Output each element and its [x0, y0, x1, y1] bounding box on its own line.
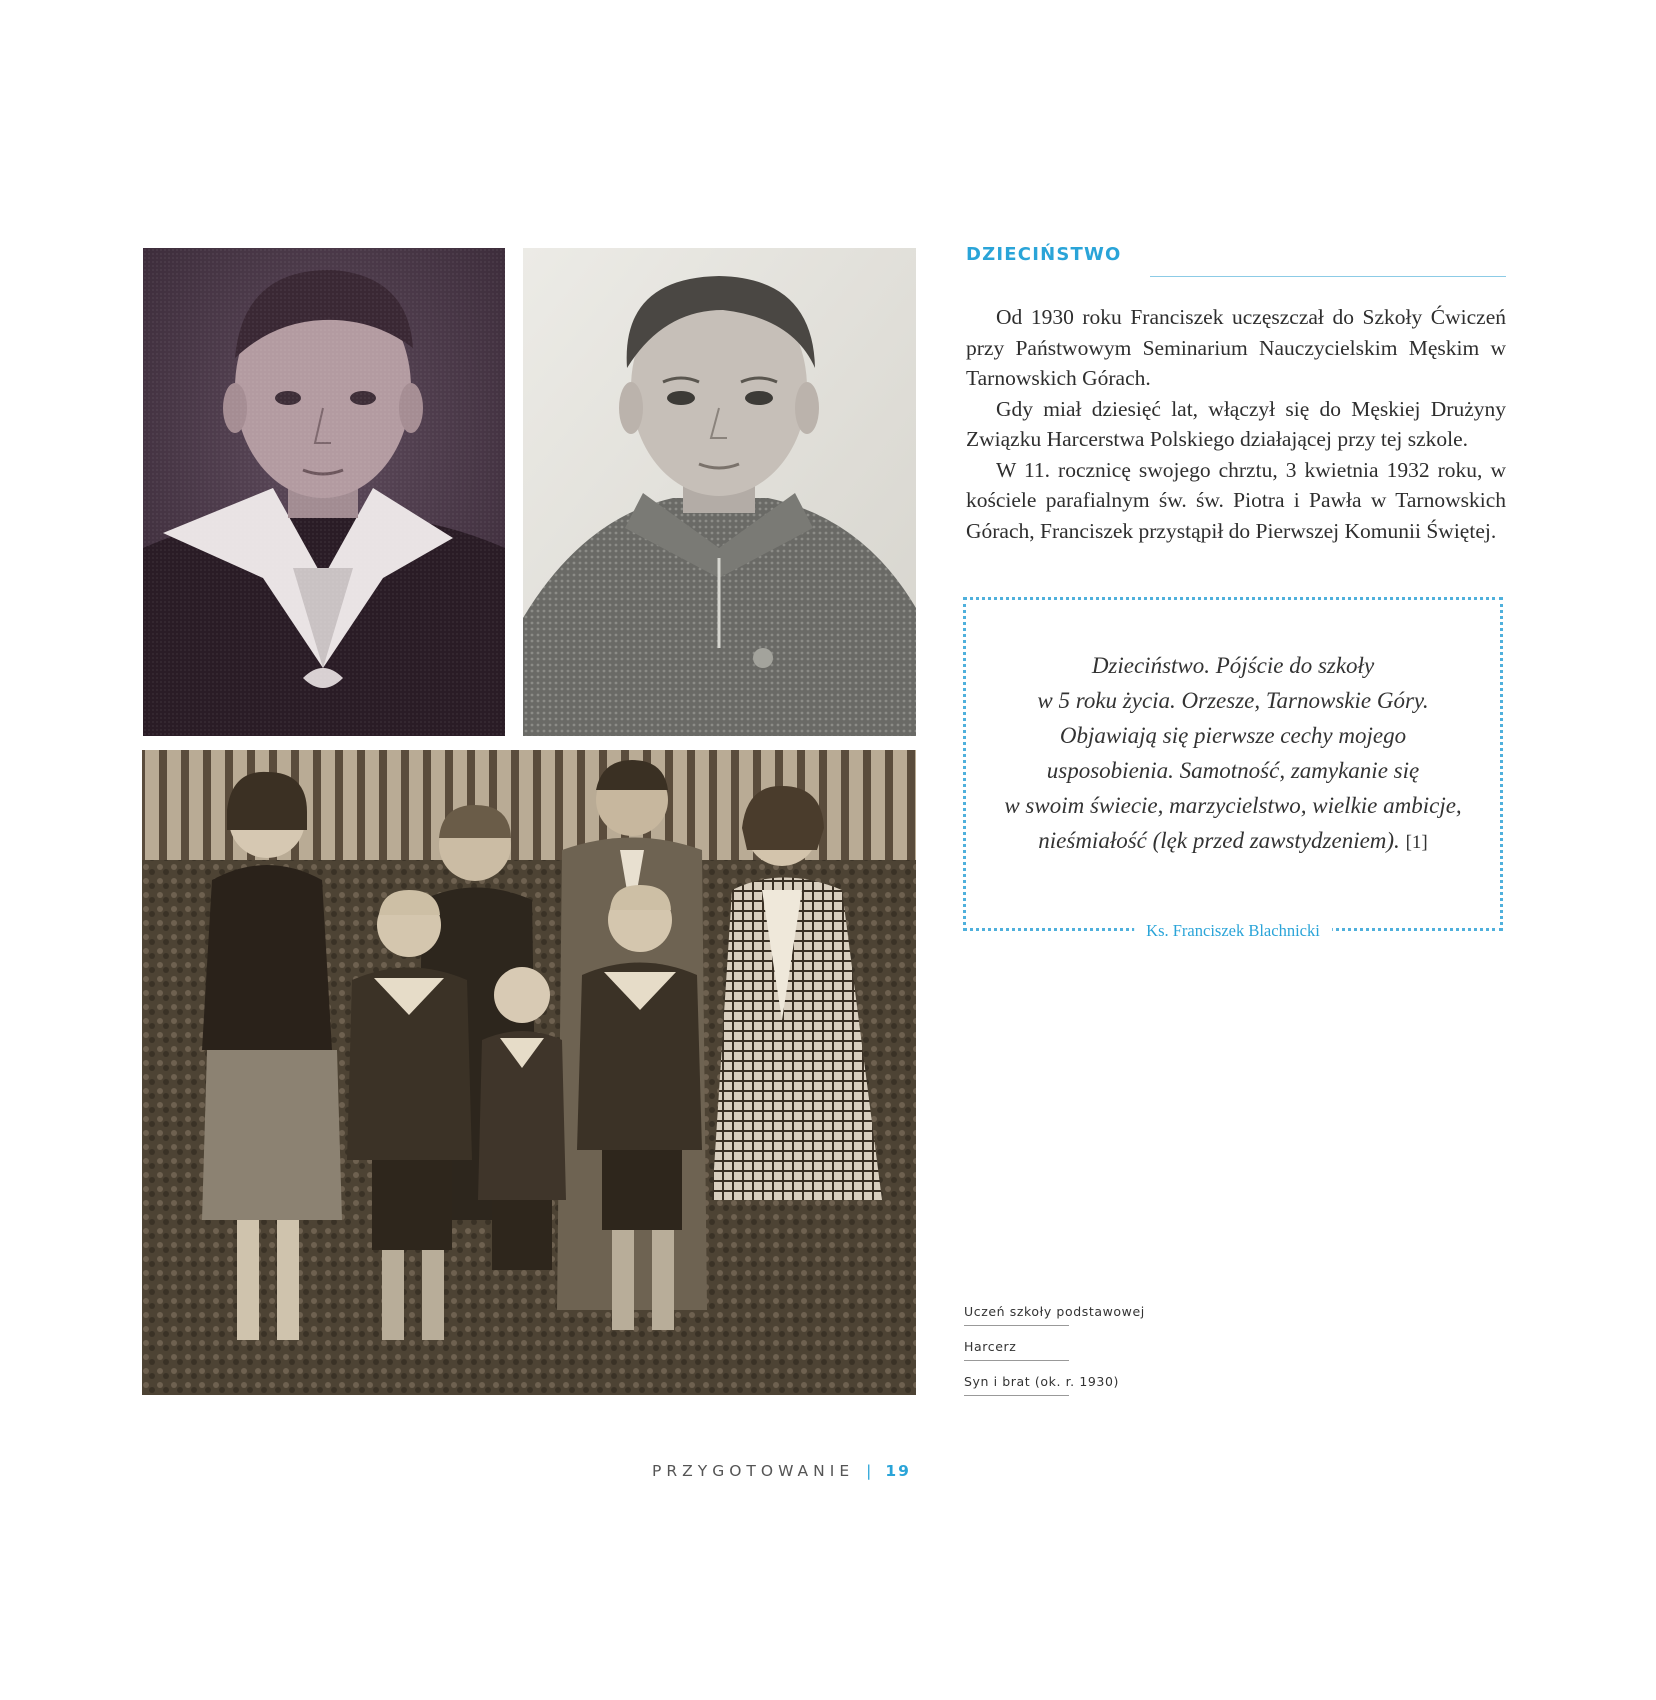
- quote-line-text: nieśmiałość (lęk przed zawstydzeniem).: [1038, 828, 1400, 853]
- quote-line: Objawiają się pierwsze cechy mojego: [1059, 723, 1407, 748]
- caption-item: [964, 1372, 1145, 1407]
- footer-chapter: PRZYGOTOWANIE: [652, 1462, 855, 1480]
- footer-separator: |: [866, 1462, 872, 1480]
- quote-line: usposobienia. Samotność, zamykanie się: [1046, 758, 1420, 783]
- photo-family: [142, 750, 916, 1395]
- caption-rule: [964, 1325, 1069, 1326]
- caption-item: [964, 1337, 1145, 1372]
- section-title: DZIECIŃSTWO: [966, 244, 1122, 265]
- caption-rule: [964, 1360, 1069, 1361]
- caption-text: Uczeń szkoły podstawowej: [964, 1304, 1145, 1319]
- photo-captions: [964, 1302, 1145, 1407]
- quote-line: w 5 roku życia. Orzesze, Tarnowskie Góry.: [1037, 688, 1429, 713]
- quote-line: w swoim świecie, marzycielstwo, wielkie ambicje,: [1004, 793, 1462, 818]
- paragraph: W 11. rocznicę swojego chrztu, 3 kwietnia 1932 roku, w kościele parafialnym św. św. Piotra i Pawła w Tarnowskich Górach, Franciszek przystąpił do Pierwszej Komunii Świętej.: [966, 457, 1506, 543]
- quote-line: Dzieciństwo. Pójście do szkoły: [1091, 653, 1375, 678]
- photo-schoolboy: [143, 248, 505, 736]
- section-divider: [1150, 276, 1506, 277]
- caption-rule: [964, 1395, 1069, 1396]
- quote-author: Ks. Franciszek Blachnicki: [1134, 921, 1332, 941]
- caption-text: Harcerz: [964, 1339, 1017, 1354]
- paragraph: Gdy miał dziesięć lat, włączył się do Męskiej Drużyny Związku Harcerstwa Polskiego działającej przy tej szkole.: [966, 396, 1506, 451]
- caption-text: Syn i brat (ok. r. 1930): [964, 1374, 1120, 1389]
- quote-box: [963, 597, 1503, 940]
- page-number: 19: [885, 1462, 911, 1480]
- body-text: [966, 302, 1506, 546]
- quote-line-last: [966, 823, 1500, 860]
- page-footer: [652, 1462, 911, 1480]
- caption-item: [964, 1302, 1145, 1337]
- quote-reference: [1]: [1405, 832, 1428, 853]
- paragraph: Od 1930 roku Franciszek uczęszczał do Szkoły Ćwiczeń przy Państwowym Seminarium Nauczycielskim Męskim w Tarnowskich Górach.: [966, 305, 1506, 390]
- quote-text: [966, 648, 1500, 860]
- photo-scout: [523, 248, 916, 736]
